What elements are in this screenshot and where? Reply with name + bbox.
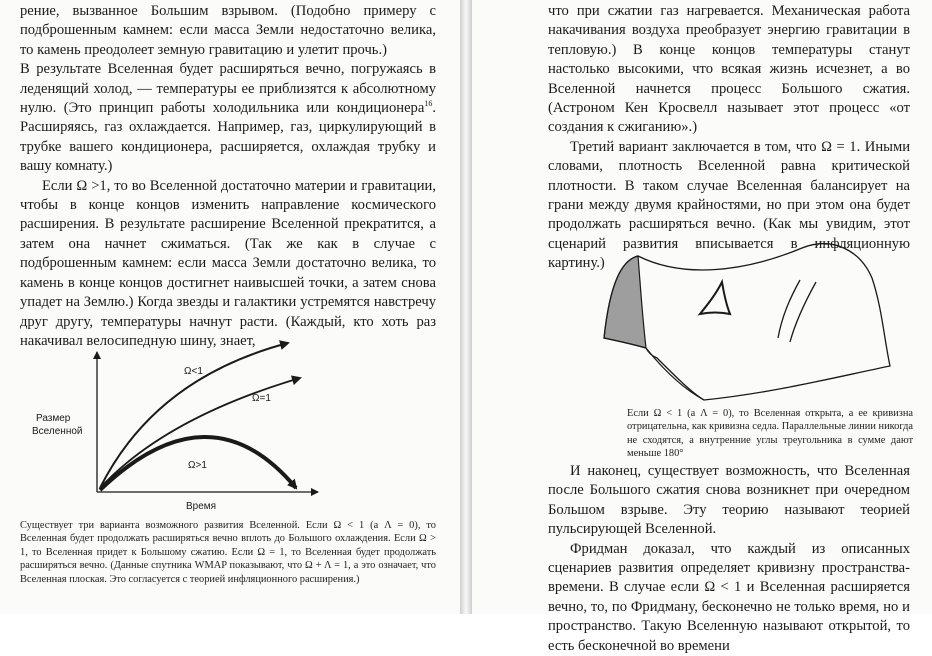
right-body-text-bottom — [548, 462, 910, 656]
right-paragraph-3: И наконец, существует возможность, что Вселенная после Большого сжатия снова возникнет при очередном Большом взрыве. Эту теорию называют теорией пульсирующей Вселенной. — [548, 463, 910, 538]
right-paragraph-4: Фридман доказал, что каждый из описанных сценариев развития определяет кривизну пространства-времени. В случае если Ω < 1 и Вселенная расширяется вечно, то, по Фридману, бесконечно не только время, но и пространство. Такую Вселенную называют открытой, то есть бесконечной во времени — [548, 540, 910, 654]
left-figure-caption: Существует три варианта возможного развития Вселенной. Если Ω < 1 (а Λ = 0), то Вселенная будет продолжать расширяться вечно вплоть до Большого охлаждения. Если Ω > 1, то Вселенная придет к Большому сжатию. Если Ω = 1, то Вселенная будет продолжать расширяться вечно. (Данные спутника WMAP показывают, что Ω + Λ = 1, а это означает, что Вселенная плоская. Это согласуется с теорией инфляционного расширения.) — [20, 520, 436, 585]
hyperbolic-triangle — [700, 282, 730, 314]
right-paragraph-1: что при сжатии газ нагревается. Механическая работа накачивания воздуха преобразует энергию гравитации в тепловую.) В конце концов температуры станут настолько высокими, что всякая жизнь исчезнет, а во Вселенной начнется процесс Большого сжатия. (Астроном Кен Кросвелл называет этот процесс «от создания к сжиганию».) — [548, 3, 910, 136]
right-figure-caption: Если Ω < 1 (а Λ = 0), то Вселенная открыта, а ее кривизна отрицательна, как кривизна седла. Параллельные линии никогда не сходятся, а внутренние углы треугольника в сумме дают меньше 180° — [627, 408, 913, 460]
book-gutter — [460, 0, 472, 614]
right-paragraph-2: Третий вариант заключается в том, что Ω = 1. Иными словами, плотность Вселенной равна критической плотности. В таком случае Вселенная балансирует на грани между двумя крайностями, но при этом она будет продолжать расширяться вечно. (Как мы увидим, этот сценарий развития вписывается в инфляционную картину.) — [548, 138, 910, 272]
expansion-graph — [0, 330, 460, 515]
left-paragraph-3: Если Ω >1, то во Вселенной достаточно материи и гравитации, чтобы в конце концов изменить направление космического расширения. В результате расширение Вселенной прекратится, а затем она начнет сжиматься. (Так же как в случае с подброшенным камнем: если масса Земли достаточно велика, то камень в конце концов достигнет наивысшей точки, а затем снова упадет на Землю.) Когда звезды и галактики устремятся навстречу друг другу, температуры начнут расти. (Каждый, кто хоть раз накачивал велосипедную шину, знает, — [20, 177, 436, 349]
saddle-figure — [472, 238, 932, 408]
left-body-text — [20, 2, 436, 351]
label-omega-less-1: Ω<1 — [184, 366, 203, 377]
x-axis-label: Время — [186, 501, 217, 512]
left-page — [0, 0, 460, 614]
saddle-surface-outline — [604, 244, 890, 400]
y-axis-label-line2: Вселенной — [32, 426, 83, 437]
parallel-line-1 — [778, 280, 800, 338]
y-axis-label-line1: Размер — [36, 413, 71, 424]
footnote-marker: 16 — [424, 99, 433, 109]
left-paragraph-2 — [20, 60, 436, 176]
label-omega-greater-1: Ω>1 — [188, 460, 207, 471]
left-paragraph-1: рение, вызванное Большим взрывом. (Подобно примеру с подброшенным камнем: если масса Земли недостаточно велика, то камень преодолеет земную гравитацию и улетит прочь.) — [20, 3, 436, 58]
left-paragraph-2-text: В результате Вселенная будет расширяться вечно, погружаясь в леденящий холод, — температуры ее приблизятся к абсолютному нулю. (Это принцип работы холодильника или кондиционера — [20, 61, 436, 117]
right-page — [472, 0, 932, 654]
right-body-text-top — [548, 2, 910, 274]
left-paragraph-2-tail: . Расширяясь, газ охлаждается. Например, газ, циркулирующий в трубке вашего кондиционера, расширяется, охлаждая трубку и вашу комнату.) — [20, 100, 436, 175]
saddle-front-edge — [646, 348, 704, 400]
label-omega-equal-1: Ω=1 — [252, 393, 271, 404]
